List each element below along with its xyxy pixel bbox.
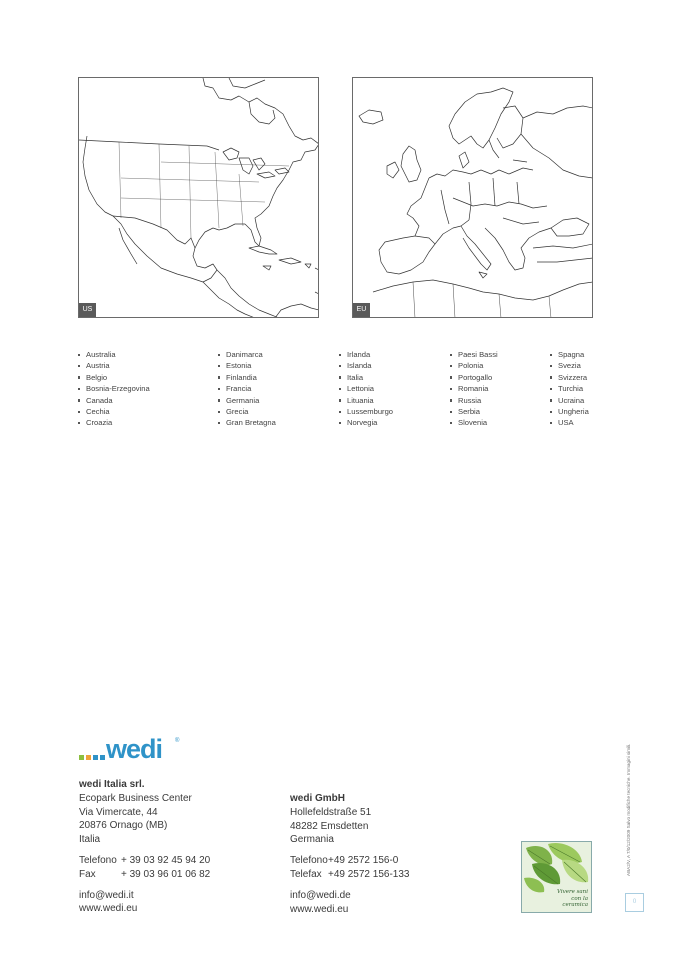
company-name: wedi GmbH (290, 793, 346, 804)
address-line: 20876 Ornago (MB) (79, 820, 168, 832)
company-name: wedi Italia srl. (79, 779, 145, 790)
country-item: Serbia (450, 406, 498, 417)
address-line: 48282 Emsdetten (290, 820, 369, 832)
country-item: Bosnia-Erzegovina (78, 383, 150, 394)
address-line: Germania (290, 834, 334, 846)
logo-square-blue-2 (100, 755, 105, 760)
country-item: Estonia (218, 360, 276, 371)
email-link[interactable]: info@wedi.it (79, 889, 134, 901)
wedi-logo (79, 734, 189, 764)
address-line: Via Vimercate, 44 (79, 806, 158, 818)
north-america-map-icon (79, 78, 319, 318)
country-item: Danimarca (218, 349, 276, 360)
address-line: Ecopark Business Center (79, 792, 192, 804)
country-item: Lettonia (339, 383, 393, 394)
country-item: Norvegia (339, 417, 393, 428)
country-item: Slovenia (450, 417, 498, 428)
country-item: Lituania (339, 395, 393, 406)
country-item: Lussemburgo (339, 406, 393, 417)
fax-number: + 39 03 96 01 06 82 (121, 868, 211, 880)
country-item: Austria (78, 360, 150, 371)
logo-registered-mark: ® (175, 738, 180, 744)
phone-line (290, 854, 409, 868)
logo-square-green (79, 755, 84, 760)
country-item: Russia (450, 395, 498, 406)
eu-map-label: EU (353, 303, 370, 317)
country-item: Ucraina (550, 395, 589, 406)
country-list-column-3 (339, 349, 393, 429)
address-italia (79, 778, 210, 916)
us-map-label: US (79, 303, 96, 317)
page-number: 0 (625, 893, 644, 912)
country-item: Turchia (550, 383, 589, 394)
country-item: Ungheria (550, 406, 589, 417)
country-item: Svezia (550, 360, 589, 371)
eu-map-panel (352, 77, 593, 318)
phone-line (79, 854, 210, 868)
logo-square-orange (86, 755, 91, 760)
country-item: Irlanda (339, 349, 393, 360)
phone-number: +49 2572 156-0 (328, 855, 399, 867)
country-item: Polonia (450, 360, 498, 371)
address-line: Italia (79, 834, 101, 846)
fax-number: +49 2572 156-133 (328, 868, 410, 880)
fax-line (290, 868, 409, 882)
country-list-column-2 (218, 349, 276, 429)
country-item: Italia (339, 372, 393, 383)
ceramica-slogan: Vivere sani con la ceramica (556, 889, 588, 909)
phone-number: + 39 03 92 45 94 20 (121, 854, 211, 866)
country-item: Finlandia (218, 372, 276, 383)
country-item: Croazia (78, 417, 150, 428)
country-item: Germania (218, 395, 276, 406)
country-item: Grecia (218, 406, 276, 417)
website-link[interactable]: www.wedi.eu (290, 903, 349, 915)
website-link[interactable]: www.wedi.eu (79, 903, 138, 915)
country-item: Gran Bretagna (218, 417, 276, 428)
phone-label: Telefono (290, 855, 328, 867)
email-link[interactable]: info@wedi.de (290, 889, 351, 901)
logo-wordmark: wedi (106, 734, 163, 764)
fax-label: Telefax (290, 868, 322, 880)
europe-map-icon (353, 78, 593, 318)
address-germany (290, 792, 409, 916)
address-line: Hollefeldstraße 51 (290, 806, 372, 818)
country-item: Francia (218, 383, 276, 394)
logo-square-blue (93, 755, 98, 760)
legal-side-note: ABA2/V, A 7/0/12/2009 Salvo modifiche tecniche. Immagini simili. (626, 743, 631, 876)
country-item: Portogallo (450, 372, 498, 383)
ceramica-badge (521, 841, 592, 913)
country-list-column-4 (450, 349, 498, 429)
phone-label: Telefono (79, 854, 117, 866)
country-list-column-1 (78, 349, 150, 429)
country-item: Islanda (339, 360, 393, 371)
us-map-panel (78, 77, 319, 318)
country-item: Paesi Bassi (450, 349, 498, 360)
country-item: Belgio (78, 372, 150, 383)
fax-line (79, 868, 210, 882)
country-item: Svizzera (550, 372, 589, 383)
country-item: Canada (78, 395, 150, 406)
fax-label: Fax (79, 868, 96, 880)
country-list-column-5 (550, 349, 589, 429)
country-item: Australia (78, 349, 150, 360)
country-item: Cechia (78, 406, 150, 417)
country-item: USA (550, 417, 589, 428)
country-item: Romania (450, 383, 498, 394)
country-item: Spagna (550, 349, 589, 360)
